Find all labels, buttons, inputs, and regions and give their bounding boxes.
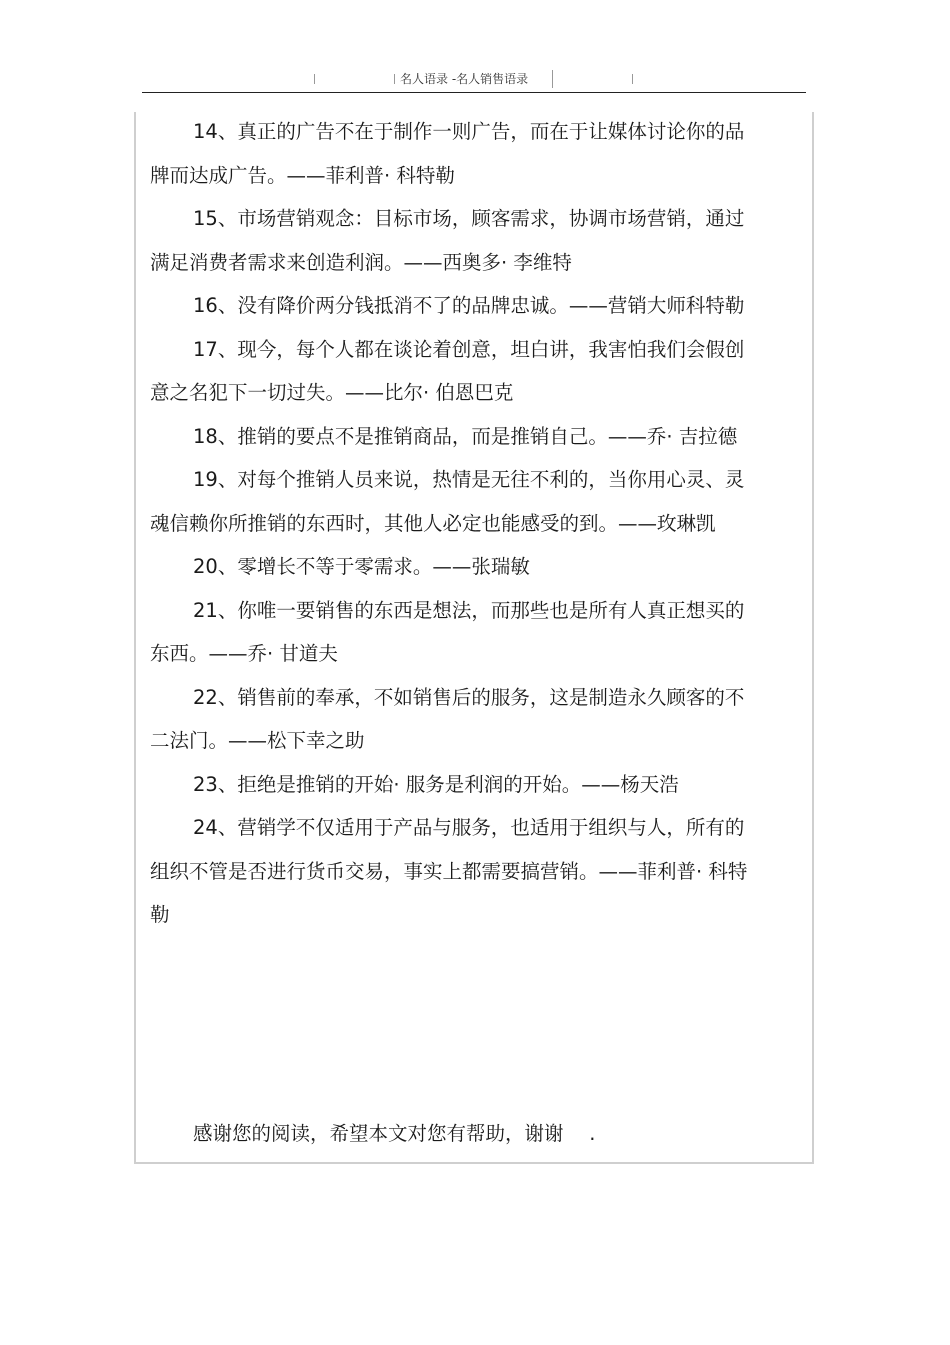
- page-header: [142, 66, 806, 93]
- header-tick-mark: [632, 74, 633, 84]
- quote-paragraph: 18、推销的要点不是推销商品，而是推销自己。——乔· 吉拉德: [193, 424, 738, 448]
- closing-thanks: 感谢您的阅读，希望本文对您有帮助，谢谢 .: [193, 1122, 596, 1145]
- quote-paragraph: 19、对每个推销人员来说，热情是无往不利的，当你用心灵、灵魂信赖你所推销的东西时，其他人必定也能感受的到。——玫琳凯: [150, 468, 745, 535]
- quote-paragraph: 16、没有降价两分钱抵消不了的品牌忠诚。——营销大师科特勒: [193, 294, 745, 317]
- header-tick-mark: [394, 74, 395, 84]
- quote-paragraph: 15、市场营销观念：目标市场，顾客需求，协调市场营销，通过满足消费者需求来创造利润。——西奥多· 李维特: [150, 207, 745, 274]
- header-tick-mark: [314, 74, 315, 84]
- quote-paragraph: 22、销售前的奉承，不如销售后的服务，这是制造永久顾客的不二法门。——松下幸之助: [150, 685, 745, 752]
- quote-paragraph: 23、拒绝是推销的开始· 服务是利润的开始。——杨天浩: [193, 772, 679, 796]
- quote-paragraph: 21、你唯一要销售的东西是想法，而那些也是所有人真正想买的东西。——乔· 甘道夫: [150, 598, 745, 665]
- header-title: 名人语录 -名人销售语录: [400, 72, 529, 86]
- quote-paragraph: 24、营销学不仅适用于产品与服务，也适用于组织与人，所有的组织不管是否进行货币交易，事实上都需要搞营销。——菲利普· 科特勒: [150, 816, 748, 926]
- header-tick-mark: [552, 70, 553, 88]
- document-body: [150, 110, 762, 937]
- quote-paragraph: 14、真正的广告不在于制作一则广告，而在于让媒体讨论你的品牌而达成广告。——菲利普· 科特勒: [150, 120, 745, 187]
- quote-paragraph: 20、零增长不等于零需求。——张瑞敏: [193, 555, 530, 578]
- quote-paragraph: 17、现今，每个人都在谈论着创意，坦白讲，我害怕我们会假创意之名犯下一切过失。——比尔· 伯恩巴克: [150, 337, 745, 404]
